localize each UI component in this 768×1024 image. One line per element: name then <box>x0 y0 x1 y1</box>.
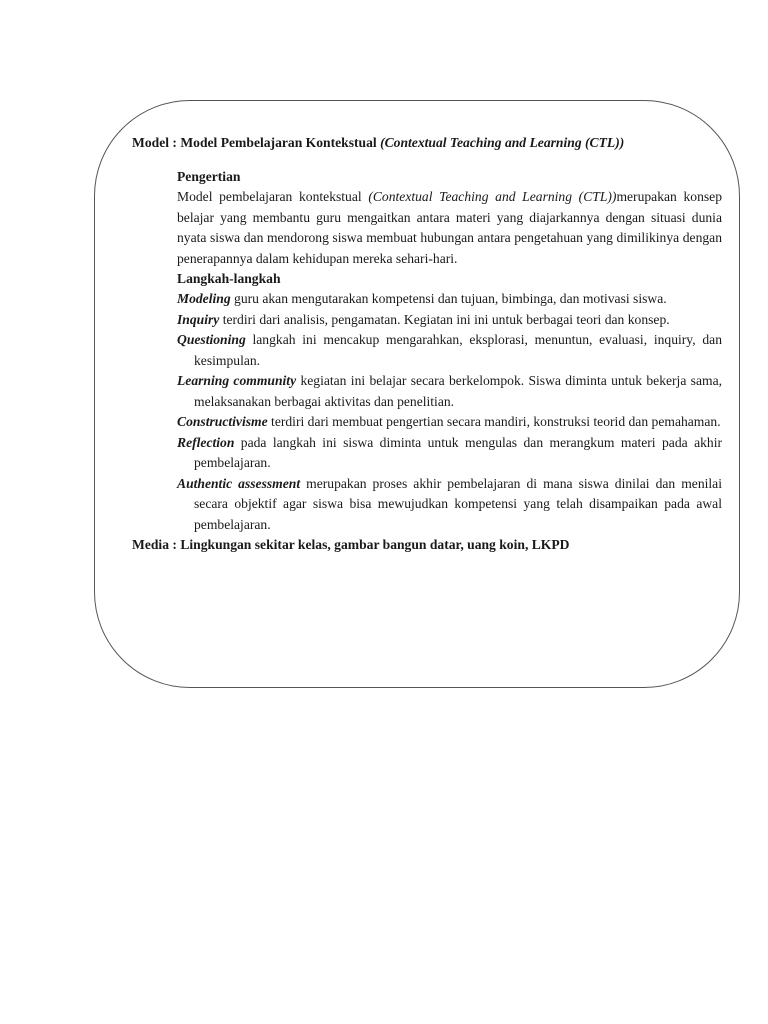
step-term: Inquiry <box>177 311 220 327</box>
step-item <box>177 371 722 412</box>
document-content <box>132 133 722 555</box>
model-heading <box>132 133 722 153</box>
step-term: Modeling <box>177 291 231 306</box>
step-text: kegiatan ini belajar secara berkelompok. Siswa diminta untuk bekerja sama, melaksanakan berbagai aktivitas dan penelitian. <box>194 373 723 409</box>
media-line: Media : Lingkungan sekitar kelas, gambar bangun datar, uang koin, LKPD <box>132 537 570 552</box>
step-term: Learning community <box>177 373 297 388</box>
model-heading-prefix: Model : Model Pembelajaran Kontekstual <box>132 135 381 150</box>
step-text: merupakan proses akhir pembelajaran di mana siswa dinilai dan menilai secara objektif agar siswa bisa mewujudkan kompetensi yang telah disampaikan pada awal pembelajaran. <box>194 475 722 532</box>
pengertian-text-italic: (Contextual Teaching and Learning (CTL)) <box>368 189 617 204</box>
step-text: terdiri dari analisis, pengamatan. Kegiatan ini ini untuk berbagai teori dan konsep. <box>219 311 670 327</box>
model-heading-italic: (Contextual Teaching and Learning (CTL)) <box>380 135 625 150</box>
step-term: Reflection <box>177 434 235 450</box>
step-item <box>177 310 722 331</box>
step-term: Authentic assessment <box>177 475 301 491</box>
spacer <box>132 153 722 167</box>
step-term: Questioning <box>177 332 246 347</box>
pengertian-paragraph <box>177 187 722 269</box>
pengertian-heading: Pengertian <box>177 169 241 184</box>
step-text: guru akan mengutarakan kompetensi dan tujuan, bimbinga, dan motivasi siswa. <box>230 291 667 306</box>
step-text: pada langkah ini siswa diminta untuk mengulas dan merangkum materi pada akhir pembelajaran. <box>194 434 722 470</box>
langkah-heading: Langkah-langkah <box>177 271 281 286</box>
pengertian-text-before: Model pembelajaran kontekstual <box>177 189 369 204</box>
step-text: terdiri dari membuat pengertian secara mandiri, konstruksi teorid dan pemahaman. <box>267 414 721 429</box>
step-text: langkah ini mencakup mengarahkan, eksplorasi, menuntun, evaluasi, inquiry, dan kesimpulan. <box>194 332 722 368</box>
step-item <box>177 330 722 371</box>
pengertian-text-after: merupakan konsep belajar yang membantu guru mengaitkan antara materi yang diajarkannya dengan situasi dunia nyata siswa dan mendorong siswa membuat hubungan antara pengetahuan yang dimilikinya dengan penerapannya dalam kehidupan mereka sehari-hari. <box>177 189 722 266</box>
step-item <box>177 433 722 474</box>
step-item <box>177 289 722 310</box>
step-item <box>177 474 722 536</box>
step-item <box>177 412 722 433</box>
step-term: Constructivisme <box>177 414 268 429</box>
